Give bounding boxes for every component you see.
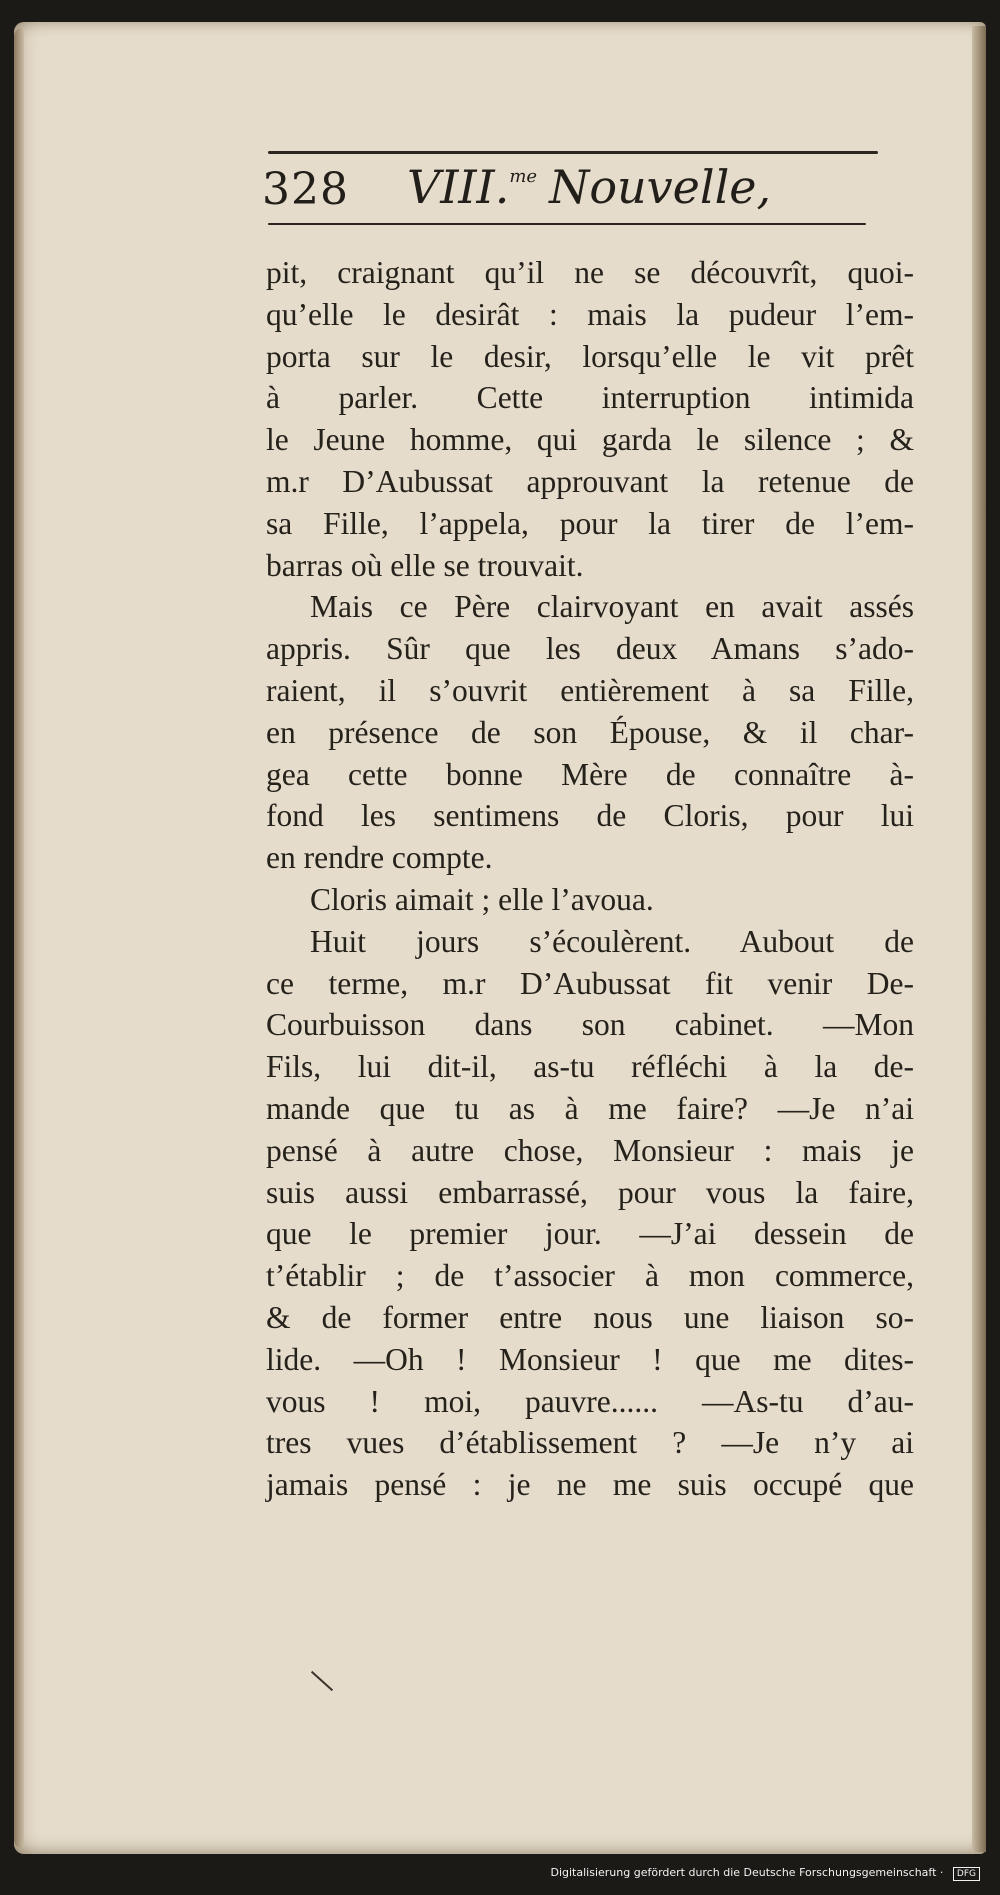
text-line: que le premier jour. —J’ai dessein de	[266, 1216, 914, 1252]
text-line: porta sur le desir, lorsqu’elle le vit prêt	[266, 338, 914, 374]
header-rule-bottom	[268, 223, 866, 225]
running-title-superscript: me	[509, 166, 538, 187]
text-line: sa Fille, l’appela, pour la tirer de l’em-	[266, 505, 914, 541]
text-line: tres vues d’établissement ? —Je n’y ai	[266, 1425, 914, 1461]
text-line: pensé à autre chose, Monsieur : mais je	[266, 1132, 914, 1168]
text-line: lide. —Oh ! Monsieur ! que me dites-	[266, 1341, 914, 1377]
text-line: en rendre compte.	[266, 840, 493, 876]
header-rule-top	[268, 151, 878, 154]
text-line: Courbuisson dans son cabinet. —Mon	[266, 1007, 914, 1043]
running-title-word: Nouvelle,	[549, 160, 772, 214]
text-line: & de former entre nous une liaison so-	[266, 1299, 914, 1335]
text-line: barras où elle se trouvait.	[266, 547, 584, 583]
text-line: gea cette bonne Mère de connaître à-	[266, 756, 914, 792]
text-line: suis aussi embarrassé, pour vous la faire,	[266, 1174, 914, 1210]
text-line: raient, il s’ouvrit entièrement à sa Fille,	[266, 672, 914, 708]
page-left-edge	[14, 28, 24, 1848]
text-line: à parler. Cette interruption intimida	[266, 380, 914, 416]
text-line: en présence de son Épouse, & il char-	[266, 714, 914, 750]
running-title	[407, 160, 771, 214]
page-right-edge	[972, 26, 986, 1852]
text-line: fond les sentimens de Cloris, pour lui	[266, 798, 914, 834]
text-line: vous ! moi, pauvre...... —As-tu d’au-	[266, 1383, 914, 1419]
text-line: Fils, lui dit-il, as-tu réfléchi à la de-	[266, 1049, 914, 1085]
text-line: qu’elle le desirât : mais la pudeur l’em-	[266, 296, 914, 332]
digitization-credit	[0, 1866, 980, 1881]
text-line: pit, craignant qu’il ne se découvrît, quoi-	[266, 255, 914, 290]
text-line: jamais pensé : je ne me suis occupé que	[266, 1467, 914, 1503]
running-title-numeral: VIII.	[407, 160, 510, 214]
text-line: m.r D’Aubussat approuvant la retenue de	[266, 463, 914, 499]
text-line: le Jeune homme, qui garda le silence ; &	[266, 422, 914, 458]
body-text	[266, 252, 914, 1506]
credit-text: Digitalisierung gefördert durch die Deutsche Forschungsgemeinschaft ·	[550, 1866, 944, 1879]
text-line: Huit jours s’écoulèrent. Aubout de	[310, 923, 914, 959]
text-line: Mais ce Père clairvoyant en avait assés	[310, 589, 914, 625]
text-line: ce terme, m.r D’Aubussat fit venir De-	[266, 965, 914, 1001]
text-line: mande que tu as à me faire? —Je n’ai	[266, 1090, 914, 1126]
text-line: appris. Sûr que les deux Amans s’ado-	[266, 631, 914, 667]
page-number: 328	[262, 164, 349, 215]
dfg-logo: DFG	[953, 1867, 980, 1881]
text-line: t’établir ; de t’associer à mon commerce,	[266, 1258, 914, 1294]
page-header	[262, 158, 882, 220]
text-line: Cloris aimait ; elle l’avoua.	[310, 881, 654, 917]
